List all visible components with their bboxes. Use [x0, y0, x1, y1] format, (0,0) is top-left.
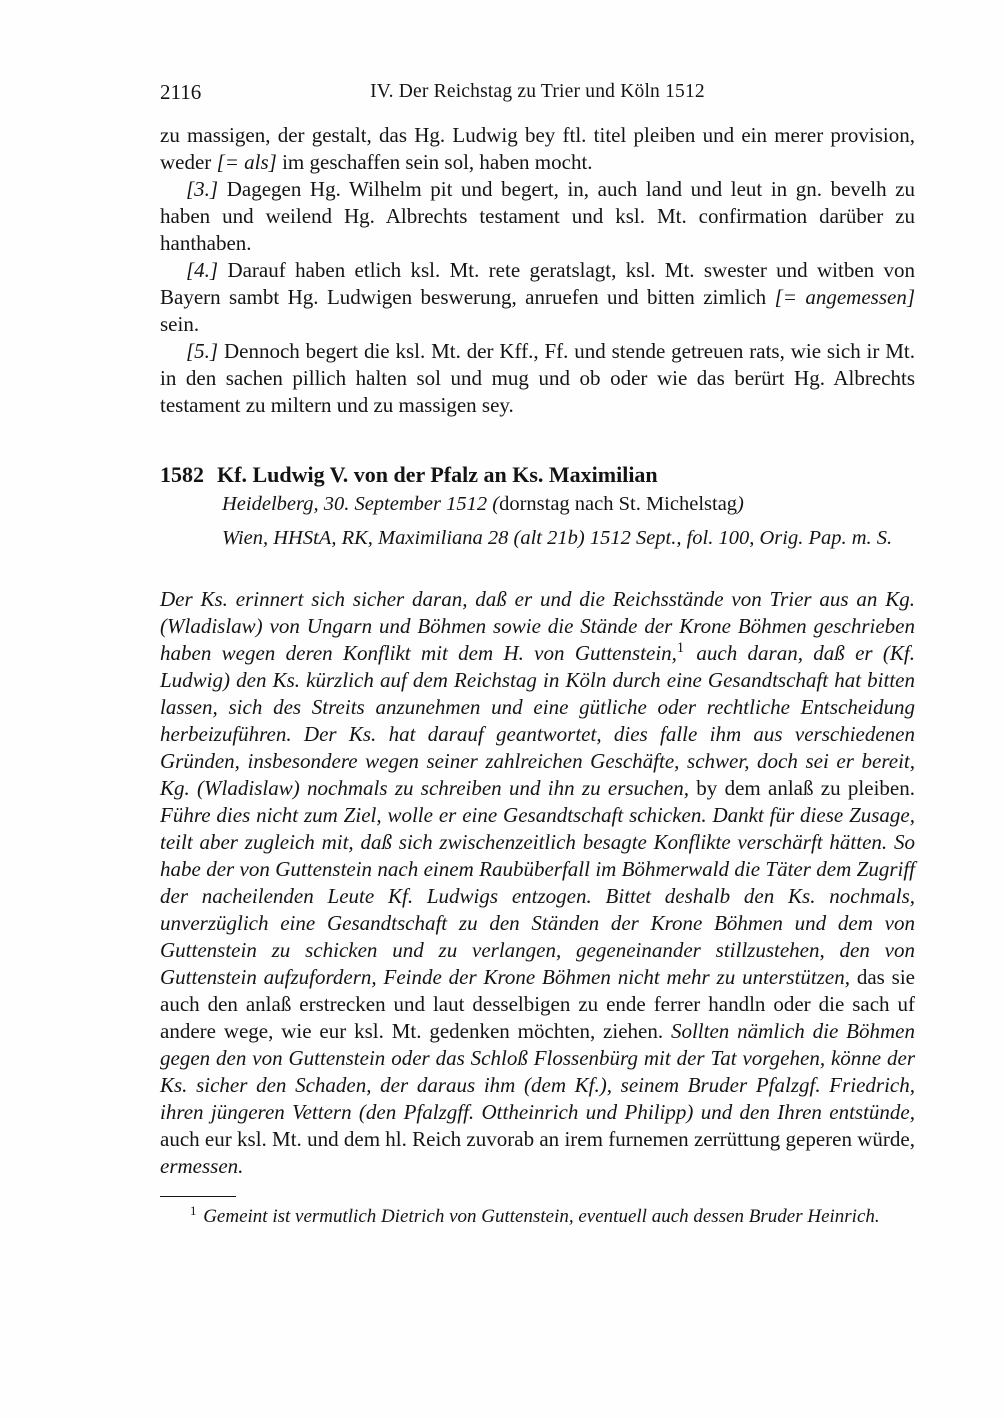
entry-number: 1582: [160, 462, 204, 487]
text-segment: das sie auch den anlaß erstrecken und laut desselbigen zu ende ferrer handln oder die sach uf andere wege, wie eur ksl. Mt. gedenken möchten, ziehen.: [160, 965, 915, 1043]
text-segment: [3.]: [186, 177, 219, 201]
text-segment: zu massigen, der gestalt, das Hg. Ludwig bey ftl. titel pleiben und ein merer provision, weder: [160, 123, 915, 174]
text-segment: [4.]: [186, 258, 219, 282]
text-segment: [= angemessen]: [774, 285, 915, 309]
paragraph-4: [160, 257, 915, 338]
paragraph-5: [160, 338, 915, 419]
text-segment: Heidelberg, 30. September 1512 (: [222, 493, 500, 515]
footnote-marker: 1: [190, 1202, 197, 1218]
text-segment: ): [737, 493, 744, 515]
text-segment: Führe dies nicht zum Ziel, wolle er eine Gesandtschaft schicken. Dankt für diese Zusage, teilt aber zugleich mit, daß sich zwischenzeitlich besagte Konflikte verschärft hätten. So habe der von Guttenstein nach einem Raubüberfall im Böhmerwald die Täter dem Zugriff der nacheilenden Leute Kf. Ludwigs entzogen. Bittet deshalb den Ks. nochmals, unverzüglich eine Gesandtschaft zu den Ständen der Krone Böhmen und dem von Guttenstein zu schicken und zu verlangen, gegeneinander stillzustehen, den von Guttenstein aufzufordern, Feinde der Krone Böhmen nicht mehr zu unterstützen,: [160, 803, 915, 989]
text-segment: sein.: [160, 312, 200, 336]
page-number: 2116: [160, 80, 202, 104]
footnote-marker: 1: [676, 640, 685, 656]
text-segment: [5.]: [186, 339, 219, 363]
text-segment: dornstag nach St. Michelstag: [499, 493, 738, 515]
text-segment: by dem anlaß zu pleiben.: [688, 776, 915, 800]
footnote-block: [160, 1196, 915, 1229]
entry-source-line: [222, 525, 915, 551]
text-segment: ermessen.: [160, 1154, 244, 1178]
text-segment: Gemeint ist vermutlich Dietrich von Guttenstein, eventuell auch dessen Bruder Heinrich.: [198, 1206, 880, 1227]
text-segment: im geschaffen sein sol, haben mocht.: [276, 150, 593, 174]
text-segment: Darauf haben etlich ksl. Mt. rete geratslagt, ksl. Mt. swester und witben von Bayern sambt Hg. Ludwigen beswerung, anruefen und bitten zimlich: [160, 258, 915, 309]
footnote-separator-rule: [160, 1196, 236, 1197]
paragraph-continuation: [160, 122, 915, 176]
running-head: [160, 80, 915, 108]
text-segment: Dagegen Hg. Wilhelm pit und begert, in, auch land und leut in gn. bevelh zu haben und weilend Hg. Albrechts testament und ksl. Mt. confirmation darüber zu hanthaben.: [160, 177, 915, 255]
entry-heading: [160, 461, 915, 488]
entry-summary-paragraph: [160, 586, 915, 1180]
body-text-block: [160, 122, 915, 419]
text-segment: Der Ks. erinnert sich sicher daran, daß er und die Reichsstände von Trier aus an Kg. (Wladislaw) von Ungarn und Böhmen sowie die Stände der Krone Böhmen geschrieben haben wegen deren Konflikt mit dem H. von Guttenstein,: [160, 587, 915, 665]
running-header-title: IV. Der Reichstag zu Trier und Köln 1512: [370, 81, 705, 102]
text-segment: auch daran, daß er (Kf. Ludwig) den Ks. kürzlich auf dem Reichstag in Köln durch eine Gesandtschaft hat bitten lassen, sich des Streits anzunehmen und eine gütliche oder rechtliche Entscheidung herbeizuführen. Der Ks. hat darauf geantwortet, dies falle ihm aus verschiedenen Gründen, insbesondere wegen seiner zahlreichen Geschäfte, schwer, doch sei er bereit, Kg. (Wladislaw) nochmals zu schreiben und ihn zu ersuchen,: [160, 641, 915, 800]
text-segment: Dennoch begert die ksl. Mt. der Kff., Ff. und stende getreuen rats, wie sich ir Mt. in den sachen pillich halten sol und mug und ob oder wie das berürt Hg. Albrechts testament zu miltern und zu massigen sey.: [160, 339, 915, 417]
paragraph-3: [160, 176, 915, 257]
footnote-1: [160, 1204, 915, 1229]
entry-dateline: [222, 491, 915, 517]
text-segment: Sollten nämlich die Böhmen gegen den von Guttenstein oder das Schloß Flossenbürg mit der Tat vorgehen, könne der Ks. sicher den Schaden, der daraus ihm (dem Kf.), seinem Bruder Pfalzgf. Friedrich, ihren jüngeren Vettern (den Pfalzgff. Ottheinrich und Philipp) und den Ihren entstünde,: [160, 1019, 915, 1124]
text-segment: [= als]: [216, 150, 277, 174]
entry-title: Kf. Ludwig V. von der Pfalz an Ks. Maximilian: [217, 462, 658, 487]
text-segment: Wien, HHStA, RK, Maximiliana 28 (alt 21b) 1512 Sept., fol. 100, Orig. Pap. m. S.: [222, 527, 893, 549]
text-segment: auch eur ksl. Mt. und dem hl. Reich zuvorab an irem furnemen zerrüttung geperen würde,: [160, 1127, 915, 1151]
